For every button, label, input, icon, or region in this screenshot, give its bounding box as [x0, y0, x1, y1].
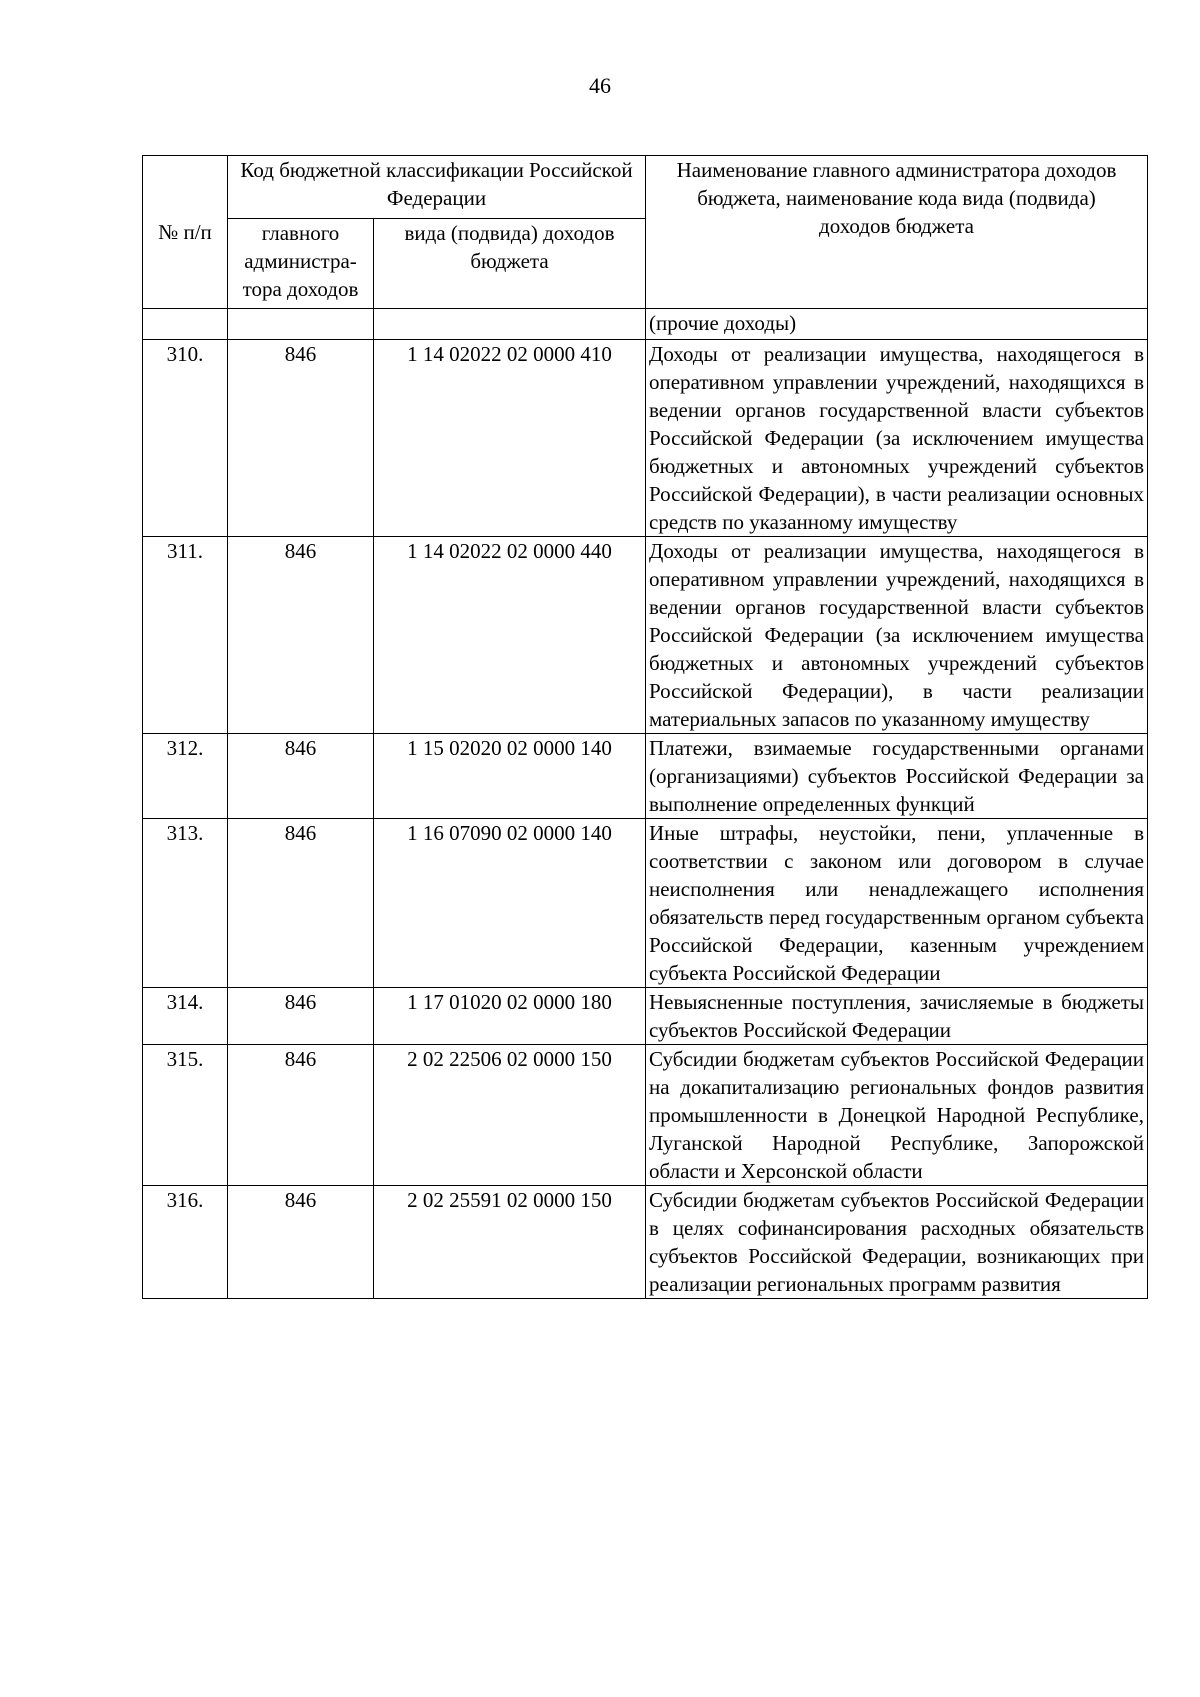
table-row [143, 734, 1148, 819]
income-name-cell: Субсидии бюджетам субъектов Российской Федерации на докапитализацию региональных фондов развития промышленности в Донецкой Народной Республике, Луганской Народной Республике, Запорожской области и Херсонской области [646, 1045, 1148, 1186]
row-number-cell: 311. [143, 537, 228, 734]
header-group-classification-code: Код бюджетной классификации Российской Федерации [228, 156, 646, 219]
row-number-cell: 316. [143, 1186, 228, 1299]
income-name-cell: Доходы от реализации имущества, находящегося в оперативном управлении учреждений, находящихся в ведении органов государственной власти субъектов Российской Федерации (за исключением имущества бюджетных и автономных учреждений субъектов Российской Федерации), в части реализации основных средств по указанному имуществу [646, 340, 1148, 537]
table-row [143, 988, 1148, 1045]
page-number: 46 [589, 73, 611, 98]
table-row [143, 1045, 1148, 1186]
table-row [143, 537, 1148, 734]
continuation-admin-cell [228, 309, 374, 340]
header-col-code: вида (подвида) доходов бюджета [374, 219, 646, 309]
admin-code-cell: 846 [228, 819, 374, 988]
income-code-cell: 1 14 02022 02 0000 410 [374, 340, 646, 537]
income-name-cell: Доходы от реализации имущества, находящегося в оперативном управлении учреждений, находящихся в ведении органов государственной власти субъектов Российской Федерации (за исключением имущества бюджетных и автономных учреждений субъектов Российской Федерации), в части реализации материальных запасов по указанному имуществу [646, 537, 1148, 734]
income-code-cell: 1 14 02022 02 0000 440 [374, 537, 646, 734]
income-code-cell: 1 16 07090 02 0000 140 [374, 819, 646, 988]
header-col-admin: главного администра-тора доходов [228, 219, 374, 309]
table-row [143, 819, 1148, 988]
table-row [143, 340, 1148, 537]
row-number-cell: 315. [143, 1045, 228, 1186]
admin-code-cell: 846 [228, 340, 374, 537]
header-col-number: № п/п [143, 156, 228, 309]
continuation-num-cell [143, 309, 228, 340]
admin-code-cell: 846 [228, 537, 374, 734]
admin-code-cell: 846 [228, 1186, 374, 1299]
table-body [143, 340, 1148, 1299]
income-code-cell: 1 17 01020 02 0000 180 [374, 988, 646, 1045]
income-code-cell: 2 02 22506 02 0000 150 [374, 1045, 646, 1186]
row-number-cell: 312. [143, 734, 228, 819]
income-name-cell: Платежи, взимаемые государственными органами (организациями) субъектов Российской Федерации за выполнение определенных функций [646, 734, 1148, 819]
continuation-name-cell: (прочие доходы) [646, 309, 1148, 340]
admin-code-cell: 846 [228, 734, 374, 819]
header-col-name: Наименование главного администратора доходов бюджета, наименование кода вида (подвида) доходов бюджета [646, 156, 1148, 309]
row-number-cell: 310. [143, 340, 228, 537]
income-name-cell: Иные штрафы, неустойки, пени, уплаченные в соответствии с законом или договором в случае неисполнения или ненадлежащего исполнения обязательств перед государственным органом субъекта Российской Федерации, казенным учреждением субъекта Российской Федерации [646, 819, 1148, 988]
row-number-cell: 314. [143, 988, 228, 1045]
income-name-cell: Субсидии бюджетам субъектов Российской Федерации в целях софинансирования расходных обязательств субъектов Российской Федерации, возникающих при реализации региональных программ развития [646, 1186, 1148, 1299]
row-number-cell: 313. [143, 819, 228, 988]
income-name-cell: Невыясненные поступления, зачисляемые в бюджеты субъектов Российской Федерации [646, 988, 1148, 1045]
continuation-row [143, 309, 1148, 340]
budget-codes-table [142, 155, 1148, 1299]
admin-code-cell: 846 [228, 1045, 374, 1186]
income-code-cell: 1 15 02020 02 0000 140 [374, 734, 646, 819]
admin-code-cell: 846 [228, 988, 374, 1045]
continuation-code-cell [374, 309, 646, 340]
table-row [143, 1186, 1148, 1299]
income-code-cell: 2 02 25591 02 0000 150 [374, 1186, 646, 1299]
